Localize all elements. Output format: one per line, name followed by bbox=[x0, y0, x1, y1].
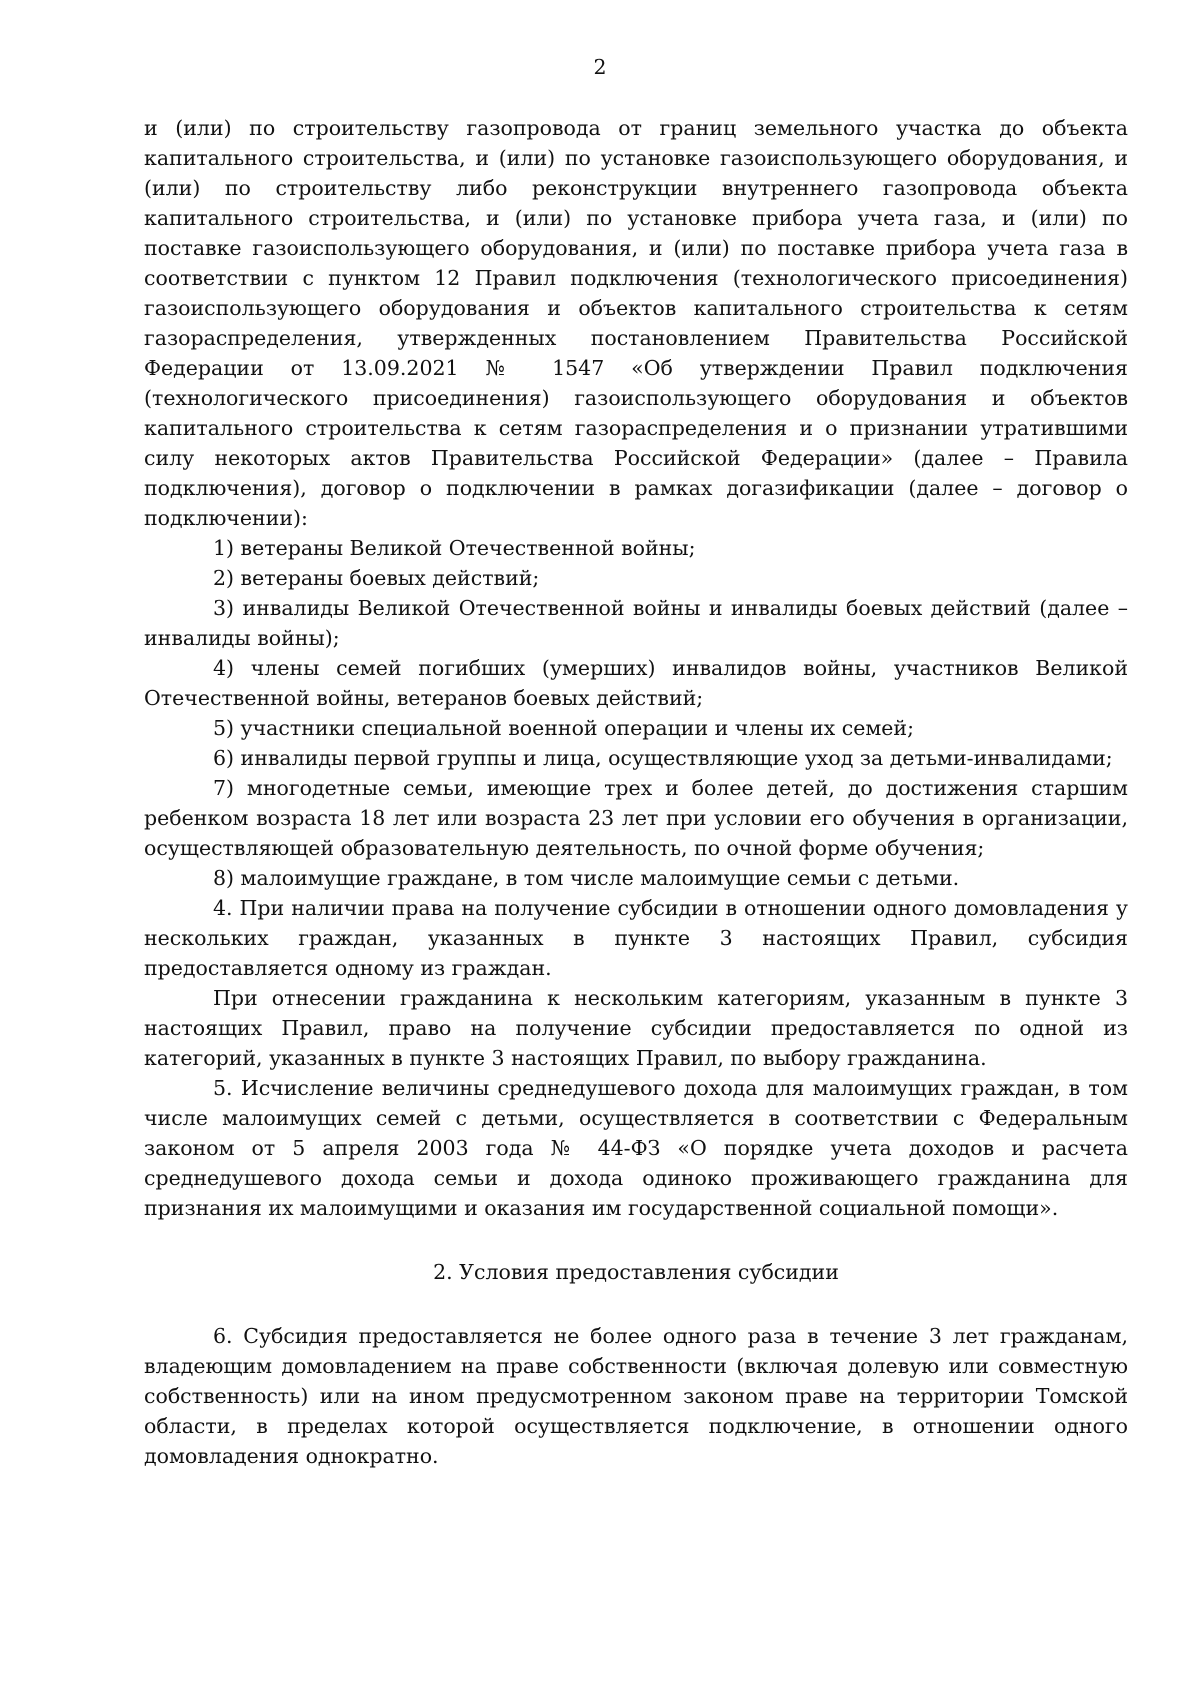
section-title: 2. Условия предоставления субсидии bbox=[433, 1260, 839, 1284]
clause-6: 6. Субсидия предоставляется не более одного раза в течение 3 лет гражданам, владеющим домовладением на праве собственности (включая долевую или совместную собственность) или на ином предусмотренном законом праве на территории Томской области, в пределах которой осуществляется подключение, в отношении одного домовладения однократно. bbox=[144, 1324, 1128, 1468]
list-item-2: 2) ветераны боевых действий; bbox=[213, 566, 540, 590]
list-item-6: 6) инвалиды первой группы и лица, осуществляющие уход за детьми-инвалидами; bbox=[213, 746, 1113, 770]
list-item-7: 7) многодетные семьи, имеющие трех и более детей, до достижения старшим ребенком возраста 18 лет или возраста 23 лет при условии его обучения в организации, осуществляющей образовательную деятельность, по очной форме обучения; bbox=[144, 776, 1128, 860]
document-body bbox=[144, 113, 1128, 1471]
list-item-4: 4) члены семей погибших (умерших) инвалидов войны, участников Великой Отечественной войны, ветеранов боевых действий; bbox=[144, 656, 1128, 710]
list-item-5: 5) участники специальной военной операции и члены их семей; bbox=[213, 716, 915, 740]
list-item-3: 3) инвалиды Великой Отечественной войны и инвалиды боевых действий (далее – инвалиды войны); bbox=[144, 596, 1128, 650]
clause-5: 5. Исчисление величины среднедушевого дохода для малоимущих граждан, в том числе малоимущих семей с детьми, осуществляется в соответствии с Федеральным законом от 5 апреля 2003 года № 44-ФЗ «О порядке учета доходов и расчета среднедушевого дохода семьи и дохода одиноко проживающего гражданина для признания их малоимущими и оказания им государственной социальной помощи». bbox=[144, 1076, 1128, 1220]
clause-4-part-2: При отнесении гражданина к нескольким категориям, указанным в пункте 3 настоящих Правил, право на получение субсидии предоставляется по одной из категорий, указанных в пункте 3 настоящих Правил, по выбору гражданина. bbox=[144, 986, 1128, 1070]
paragraph-intro: и (или) по строительству газопровода от границ земельного участка до объекта капитального строительства, и (или) по установке газоиспользующего оборудования, и (или) по строительству либо реконструкции внутреннего газопровода объекта капитального строительства, и (или) по установке прибора учета газа, и (или) по поставке газоиспользующего оборудования, и (или) по поставке прибора учета газа в соответствии с пунктом 12 Правил подключения (технологического присоединения) газоиспользующего оборудования и объектов капитального строительства к сетям газораспределения, утвержденных постановлением Правительства Российской Федерации от 13.09.2021 № 1547 «Об утверждении Правил подключения (технологического присоединения) газоиспользующего оборудования и объектов капитального строительства к сетям газораспределения и о признании утратившими силу некоторых актов Правительства Российской Федерации» (далее – Правила подключения), договор о подключении в рамках догазификации (далее – договор о подключении): bbox=[144, 116, 1128, 530]
list-item-8: 8) малоимущие граждане, в том числе малоимущие семьи с детьми. bbox=[213, 866, 960, 890]
clause-4: 4. При наличии права на получение субсидии в отношении одного домовладения у нескольких граждан, указанных в пункте 3 настоящих Правил, субсидия предоставляется одному из граждан. bbox=[144, 896, 1128, 980]
list-item-1: 1) ветераны Великой Отечественной войны; bbox=[213, 536, 696, 560]
page-number: 2 bbox=[593, 55, 607, 79]
